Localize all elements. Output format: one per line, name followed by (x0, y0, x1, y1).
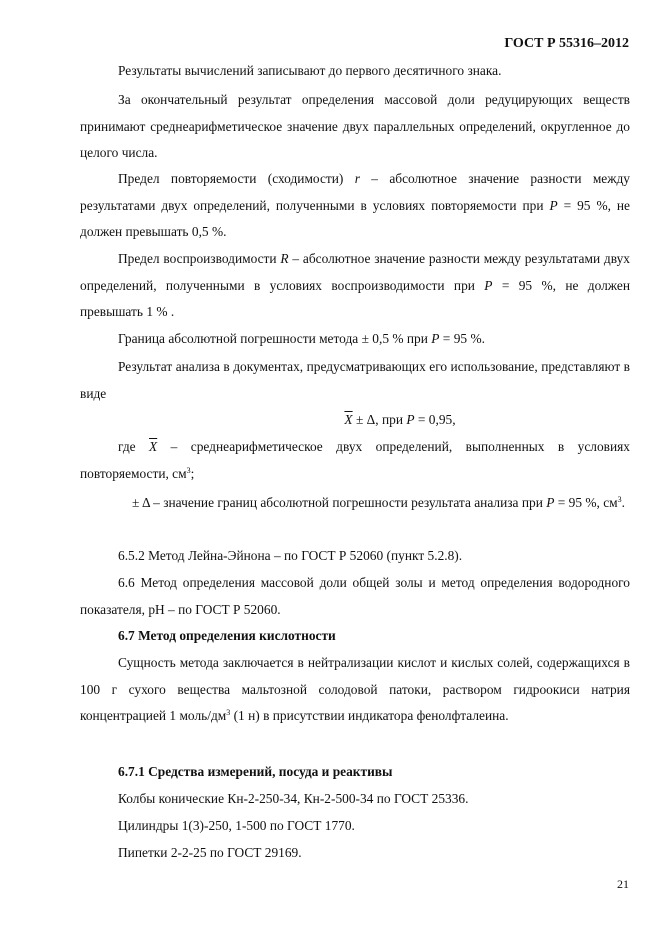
paragraph (80, 246, 630, 326)
text-run: Сущность метода заключается в нейтрализации кислот и кислых солей, содержащихся в 100 г сухого вещества мальтозной солодовой патоки, раствором гидроокиси натрия концентрацией 1 моль/дм (80, 655, 630, 723)
symbol: P (431, 331, 440, 346)
symbol: R (280, 251, 289, 266)
symbol: $\overline{X}$ (344, 412, 353, 427)
text-run: . (621, 495, 626, 510)
text-run: = 95 %. (439, 331, 485, 346)
text-run: ± Δ – значение границ абсолютной погрешности результата анализа при (132, 495, 547, 510)
superscript: 3 (617, 495, 622, 504)
paragraph: Результат анализа в документах, предусматривающих его использование, представляют в виде (80, 359, 630, 401)
paragraph: 6.6 Метод определения массовой доли общей золы и метод определения водородного показателя, рН – по ГОСТ Р 52060. (80, 575, 630, 617)
paragraph: Колбы конические Кн-2-250-34, Кн-2-500-34 по ГОСТ 25336. (118, 791, 469, 806)
superscript: 3 (226, 708, 231, 717)
paragraph: Результаты вычислений записывают до первого десятичного знака. (118, 63, 502, 78)
text-run: ± Δ, при (352, 412, 407, 427)
paragraph: Цилиндры 1(3)-250, 1-500 по ГОСТ 1770. (118, 818, 355, 833)
symbol: P (549, 197, 558, 213)
paragraph (80, 434, 630, 487)
text-run: = 95 %, не должен превышать 0,5 %. (80, 197, 630, 239)
formula (80, 407, 630, 434)
paragraph (80, 490, 630, 517)
section-heading: 6.7.1 Средства измерений, посуда и реактивы (118, 764, 393, 779)
symbol: P (484, 277, 493, 293)
page-number: 21 (617, 877, 629, 891)
text-run: ; (190, 465, 195, 481)
text-run: Предел воспроизводимости (118, 251, 277, 266)
text-run: (1 н) в присутствии индикатора фенолфталеина. (230, 708, 509, 723)
paragraph: Пипетки 2-2-25 по ГОСТ 29169. (118, 845, 302, 860)
superscript: 3 (186, 465, 191, 475)
paragraph: 6.5.2 Метод Лейна-Эйнона – по ГОСТ Р 52060 (пункт 5.2.8). (118, 548, 463, 563)
symbol: r (354, 171, 360, 186)
document-header: ГОСТ Р 55316–2012 (504, 36, 629, 51)
section-heading: 6.7 Метод определения кислотности (118, 628, 336, 643)
paragraph: За окончательный результат определения массовой доли редуцирующих веществ принимают среднеарифметическое значение двух параллельных определений, округленное до целого числа. (80, 92, 630, 160)
text-run: – абсолютное значение разности между результатами двух определений, полученными в условиях воспроизводимости при (80, 251, 630, 293)
text-run: = 95 %, см (554, 495, 618, 510)
text-run: = 0,95, (414, 412, 456, 427)
symbol: $\overline{X}$ (149, 439, 158, 454)
paragraph (80, 326, 630, 353)
text-run: – среднеарифметическое двух определений, выполненных в условиях повторяемости, см (80, 439, 630, 481)
paragraph (80, 650, 630, 730)
text-run: где (118, 439, 150, 454)
text-run: Граница абсолютной погрешности метода ± 0,5 % при (118, 331, 432, 346)
symbol: P (546, 495, 555, 510)
text-run: Предел повторяемости (сходимости) (118, 171, 344, 186)
text-run: – абсолютное значение разности между результатами двух определений, полученными в условиях повторяемости при (80, 171, 631, 213)
text-run: = 95 %, не должен превышать 1 % . (80, 277, 630, 319)
paragraph (80, 166, 630, 246)
symbol: P (406, 412, 415, 427)
